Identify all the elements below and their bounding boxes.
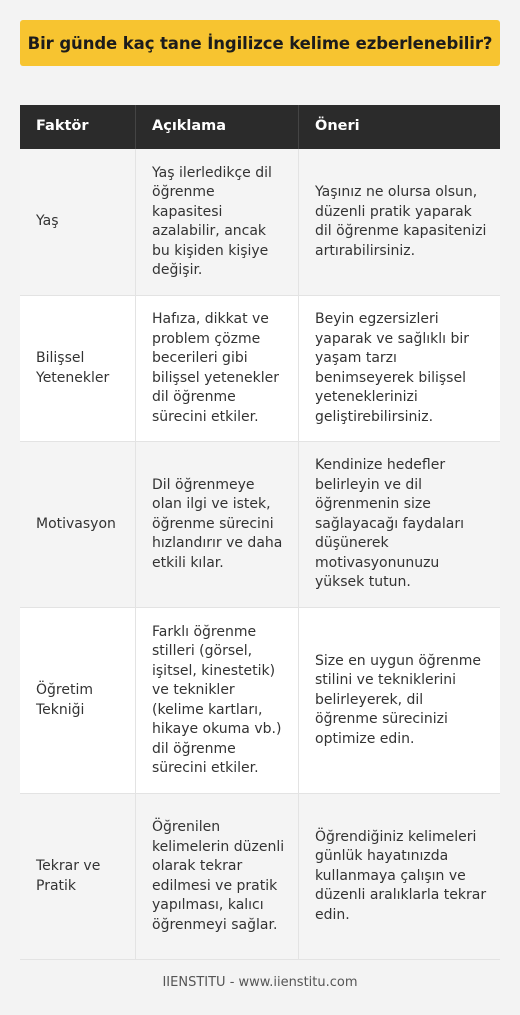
table-row — [20, 296, 500, 442]
column-header-description: Açıklama — [135, 105, 298, 149]
factor-cell: Yaş — [36, 213, 59, 230]
factor-cell: Motivasyon — [36, 515, 116, 532]
suggestion-cell: Size en uygun öğrenme stilini ve tekniklerini belirleyerek, dil öğrenme sürecinizi optimize edin. — [298, 608, 500, 793]
title-banner — [20, 20, 500, 66]
table-row — [20, 608, 500, 794]
description-cell: Dil öğrenmeye olan ilgi ve istek, öğrenme sürecini hızlandırır ve daha etkili kılar. — [135, 442, 298, 607]
column-header-factor: Faktör — [36, 118, 89, 135]
table-row — [20, 794, 500, 960]
factors-table — [20, 105, 500, 960]
suggestion-cell: Kendinize hedefler belirleyin ve dil öğrenmenin size sağlayacağı faydaları düşünerek motivasyonunuzu yüksek tutun. — [298, 442, 500, 607]
description-cell: Öğrenilen kelimelerin düzenli olarak tekrar edilmesi ve pratik yapılması, kalıcı öğrenmeyi sağlar. — [135, 794, 298, 959]
suggestion-cell: Beyin egzersizleri yaparak ve sağlıklı bir yaşam tarzı benimseyerek bilişsel yeteneklerinizi geliştirebilirsiniz. — [298, 296, 500, 441]
description-cell: Farklı öğrenme stilleri (görsel, işitsel, kinestetik) ve teknikler (kelime kartları, hikaye okuma vb.) dil öğrenme sürecini etkiler. — [135, 608, 298, 793]
factor-cell: Bilişsel Yetenekler — [36, 350, 110, 386]
factor-cell: Öğretim Tekniği — [36, 682, 93, 718]
description-cell: Yaş ilerledikçe dil öğrenme kapasitesi azalabilir, ancak bu kişiden kişiye değişir. — [135, 149, 298, 295]
description-cell: Hafıza, dikkat ve problem çözme becerileri gibi bilişsel yetenekler dil öğrenme sürecini etkiler. — [135, 296, 298, 441]
suggestion-cell: Yaşınız ne olursa olsun, düzenli pratik yaparak dil öğrenme kapasitenizi artırabilirsiniz. — [298, 149, 500, 295]
table-header — [20, 105, 500, 149]
table-row — [20, 442, 500, 608]
column-header-suggestion: Öneri — [298, 105, 500, 149]
footer-credit: IIENSTITU - www.iienstitu.com — [162, 975, 358, 990]
page-title: Bir günde kaç tane İngilizce kelime ezberlenebilir? — [27, 33, 493, 53]
factor-cell: Tekrar ve Pratik — [36, 858, 101, 894]
suggestion-cell: Öğrendiğiniz kelimeleri günlük hayatınızda kullanmaya çalışın ve düzenli aralıklarla tekrar edin. — [298, 794, 500, 959]
table-row — [20, 149, 500, 296]
